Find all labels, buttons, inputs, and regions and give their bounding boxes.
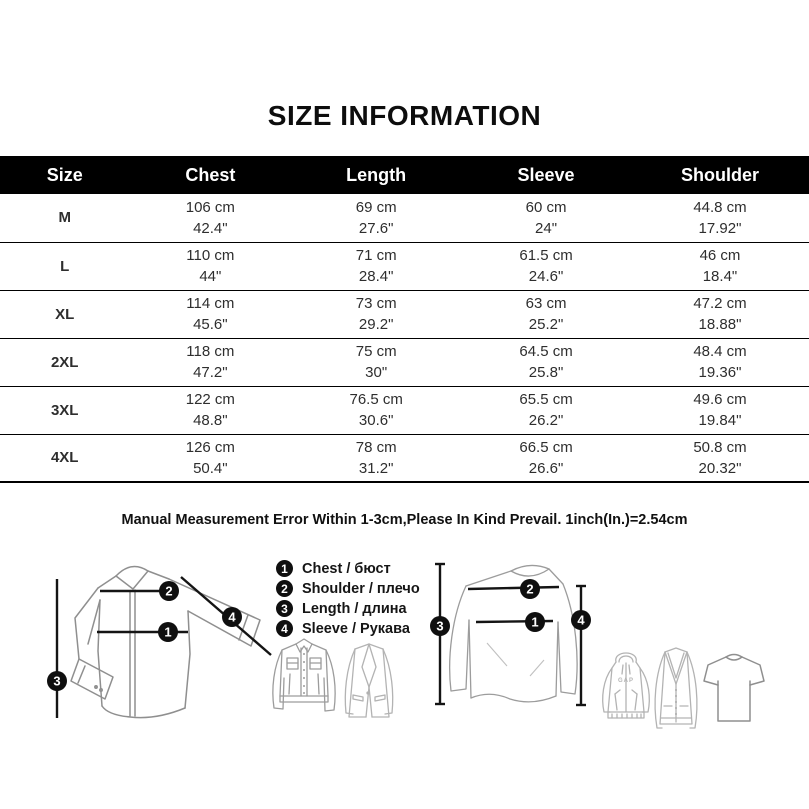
value-cm: 47.2 cm <box>693 295 747 312</box>
marker-shoulder <box>159 581 179 601</box>
value-in: 18.4" <box>702 268 738 285</box>
table-row <box>0 338 809 386</box>
legend-label: Sleeve / Рукава <box>302 620 410 637</box>
sleeve-cell <box>461 194 631 242</box>
table-row <box>0 194 809 242</box>
value-in: 30" <box>365 364 388 381</box>
column-header-sleeve: Sleeve <box>461 156 631 194</box>
table-row <box>0 290 809 338</box>
shoulder-cell <box>631 290 809 338</box>
value-cm: 64.5 cm <box>519 343 573 360</box>
size-label: M <box>58 209 71 227</box>
table-header-row <box>0 156 809 194</box>
value-in: 26.2" <box>528 412 564 429</box>
value-cm: 122 cm <box>185 391 235 408</box>
denim-jacket-icon <box>266 636 342 728</box>
legend-label: Chest / бюст <box>302 560 391 577</box>
longsleeve-measurement-diagram <box>432 558 607 718</box>
value-cm: 78 cm <box>355 438 397 456</box>
svg-text:3: 3 <box>436 618 444 634</box>
marker-sleeve <box>222 607 242 627</box>
page-title: SIZE INFORMATION <box>267 100 542 131</box>
size-label: L <box>60 257 70 275</box>
shoulder-cell <box>631 194 809 242</box>
value-in: 18.88" <box>698 316 742 333</box>
length-cell <box>291 434 461 482</box>
value-cm: 69 cm <box>355 198 397 216</box>
svg-text:1: 1 <box>531 614 539 630</box>
svg-text:4: 4 <box>577 612 585 628</box>
sleeve-cell <box>461 386 631 434</box>
value-cm: 75 cm <box>355 343 397 360</box>
size-table <box>0 156 809 483</box>
chest-cell <box>129 386 291 434</box>
marker-length <box>47 671 67 691</box>
value-in: 20.32" <box>698 459 742 477</box>
svg-text:3: 3 <box>53 673 61 689</box>
legend-badge: 1 <box>276 560 293 577</box>
legend-badge: 4 <box>276 620 293 637</box>
chest-cell <box>129 338 291 386</box>
length-cell <box>291 338 461 386</box>
value-cm: 48.4 cm <box>693 343 747 360</box>
marker-chest <box>525 612 545 632</box>
size-label: 2XL <box>50 353 79 371</box>
value-in: 42.4" <box>193 219 228 237</box>
value-cm: 126 cm <box>185 438 235 456</box>
table-row <box>0 386 809 434</box>
size-label: 3XL <box>50 401 79 419</box>
value-in: 17.92" <box>698 219 742 237</box>
chest-cell <box>129 434 291 482</box>
value-cm: 106 cm <box>185 198 235 216</box>
legend-badge: 2 <box>276 580 293 597</box>
value-cm: 46 cm <box>699 247 741 264</box>
sleeve-cell <box>461 338 631 386</box>
shoulder-cell <box>631 242 809 290</box>
chest-cell <box>129 194 291 242</box>
column-header-length: Length <box>291 156 461 194</box>
value-in: 24.6" <box>528 268 564 285</box>
value-in: 44" <box>199 268 222 285</box>
marker-chest <box>158 622 178 642</box>
hoodie-logo-text: GAP <box>617 678 635 684</box>
value-in: 19.84" <box>698 412 742 429</box>
svg-text:2: 2 <box>165 583 173 599</box>
sleeve-cell <box>461 434 631 482</box>
size-label: 4XL <box>50 449 79 467</box>
shoulder-measure-line <box>468 587 559 589</box>
value-in: 25.8" <box>528 364 564 381</box>
shoulder-cell <box>631 434 809 482</box>
shoulder-cell <box>631 386 809 434</box>
value-in: 45.6" <box>193 316 228 333</box>
svg-text:1: 1 <box>164 624 172 640</box>
value-cm: 110 cm <box>186 247 235 264</box>
value-in: 25.2" <box>528 316 564 333</box>
table-row <box>0 242 809 290</box>
value-in: 50.4" <box>193 459 228 477</box>
value-cm: 61.5 cm <box>519 247 573 264</box>
cardigan-icon <box>652 646 700 730</box>
value-in: 29.2" <box>358 316 394 333</box>
value-cm: 114 cm <box>186 295 235 312</box>
marker-length <box>430 616 450 636</box>
shirt-measurement-diagram <box>38 556 283 728</box>
value-cm: 66.5 cm <box>519 438 573 456</box>
value-cm: 73 cm <box>355 295 397 312</box>
length-cell <box>291 386 461 434</box>
sleeve-cell <box>461 242 631 290</box>
value-cm: 49.6 cm <box>693 391 747 408</box>
legend-label: Length / длина <box>302 600 407 617</box>
value-in: 19.36" <box>698 364 742 381</box>
column-header-size: Size <box>0 156 129 194</box>
measurement-legend <box>276 559 420 639</box>
marker-sleeve <box>571 610 591 630</box>
value-in: 28.4" <box>358 268 394 285</box>
value-in: 27.6" <box>358 219 394 237</box>
shoulder-cell <box>631 338 809 386</box>
hoodie-icon <box>598 644 654 728</box>
chest-cell <box>129 290 291 338</box>
value-cm: 71 cm <box>355 247 397 264</box>
table-row <box>0 434 809 482</box>
legend-item-chest <box>276 559 420 578</box>
legend-label: Shoulder / плечо <box>302 580 420 597</box>
legend-badge: 3 <box>276 600 293 617</box>
blazer-icon <box>338 641 400 721</box>
svg-text:4: 4 <box>228 609 236 625</box>
length-cell <box>291 290 461 338</box>
value-in: 31.2" <box>358 459 394 477</box>
chest-cell <box>129 242 291 290</box>
value-cm: 60 cm <box>525 198 567 216</box>
value-cm: 65.5 cm <box>519 391 573 408</box>
value-cm: 63 cm <box>525 295 567 312</box>
value-in: 24" <box>535 219 558 237</box>
value-cm: 76.5 cm <box>349 391 403 408</box>
legend-item-shoulder <box>276 579 420 598</box>
legend-item-length <box>276 599 420 618</box>
svg-text:2: 2 <box>526 581 534 597</box>
length-cell <box>291 242 461 290</box>
marker-shoulder <box>520 579 540 599</box>
size-label: XL <box>55 305 75 323</box>
value-cm: 44.8 cm <box>693 198 747 216</box>
value-in: 48.8" <box>193 412 228 429</box>
tshirt-icon <box>702 651 766 725</box>
value-in: 47.2" <box>193 364 228 381</box>
value-cm: 50.8 cm <box>693 438 747 456</box>
column-header-chest: Chest <box>129 156 291 194</box>
column-header-shoulder: Shoulder <box>631 156 809 194</box>
length-cell <box>291 194 461 242</box>
sleeve-cell <box>461 290 631 338</box>
value-cm: 118 cm <box>186 343 235 360</box>
value-in: 30.6" <box>358 412 394 429</box>
value-in: 26.6" <box>528 459 564 477</box>
measurement-note: Manual Measurement Error Within 1-3cm,Please In Kind Prevail. 1inch(In.)=2.54cm <box>121 512 688 528</box>
